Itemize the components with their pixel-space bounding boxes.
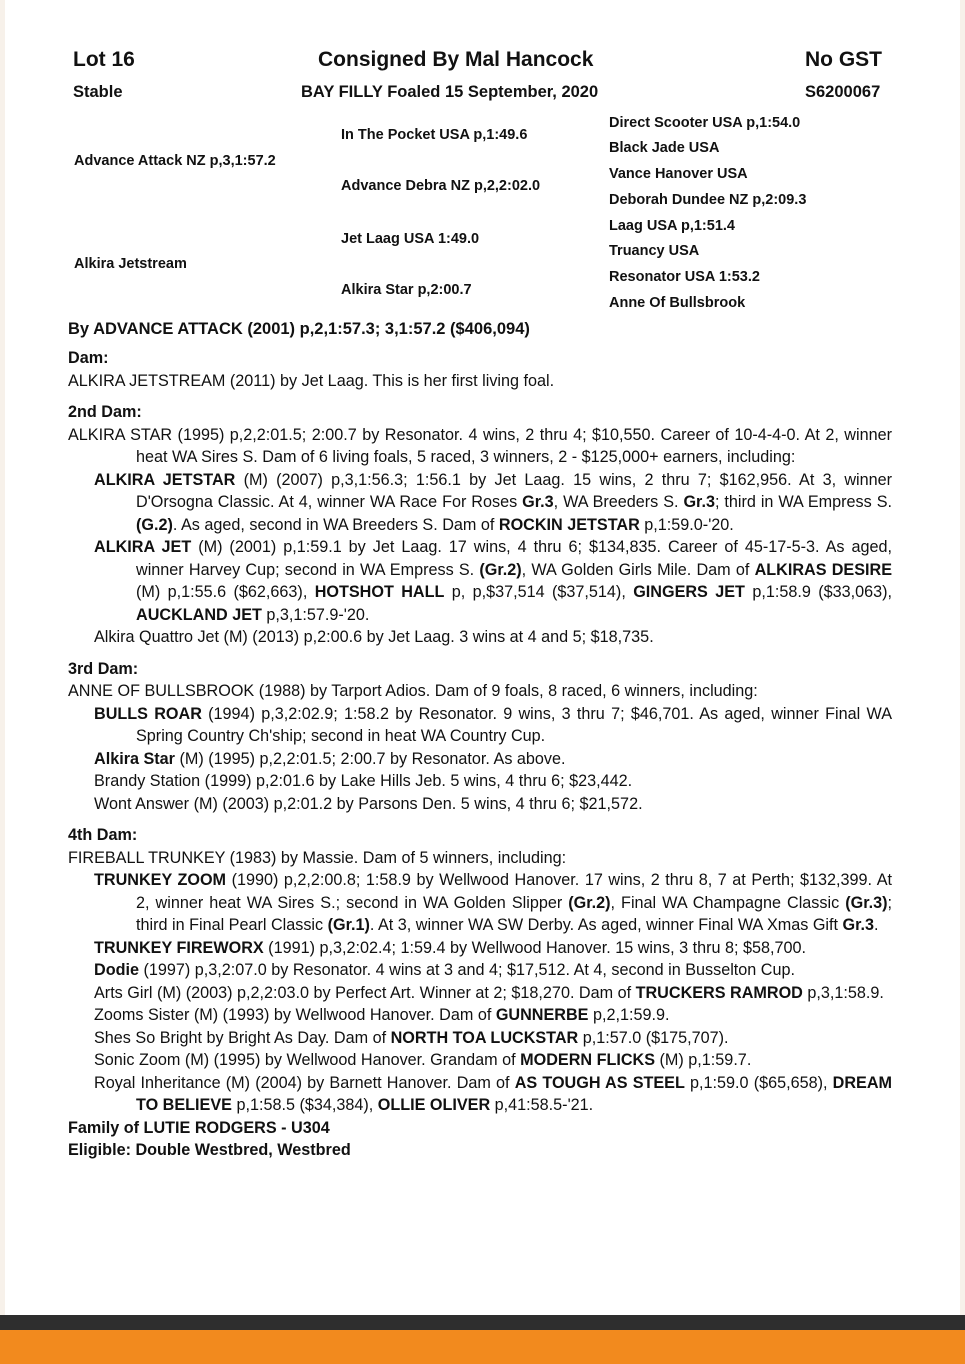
horse-name: Dodie bbox=[94, 961, 139, 979]
pedigree-dam: Alkira Jetstream bbox=[74, 256, 187, 272]
third-dam-progeny-1: BULLS ROAR (1994) p,3,2:02.9; 1:58.2 by Resonator. 9 wins, 3 thru 7; $46,701. As aged, winner Final WA Spring Country Ch'ship; second in heat WA Country Cup. bbox=[94, 704, 892, 745]
sire-line: By ADVANCE ATTACK (2001) p,2,1:57.3; 3,1:57.2 ($406,094) bbox=[68, 320, 530, 338]
lot-description: BAY FILLY Foaled 15 September, 2020 bbox=[301, 83, 599, 101]
eligibility-line: Eligible: Double Westbred, Westbred bbox=[68, 1141, 351, 1159]
horse-name: NORTH TOA LUCKSTAR bbox=[390, 1028, 579, 1047]
horse-name: MODERN FLICKS bbox=[520, 1051, 656, 1069]
pedigree-g3-6: Truancy USA bbox=[609, 243, 700, 259]
grade: (Gr.1) bbox=[327, 916, 370, 934]
fourth-dam-progeny-6: Shes So Bright by Bright As Day. Dam of NORTH TOA LUCKSTAR p,1:57.0 ($175,707). bbox=[94, 1028, 729, 1047]
stable-label: Stable bbox=[73, 83, 123, 101]
horse-name: AUCKLAND JET bbox=[136, 605, 262, 624]
fourth-dam-progeny-1: TRUNKEY ZOOM (1990) p,2,2:00.8; 1:58.9 by Wellwood Hanover. 17 wins, 2 thru 8, 7 at Perth; $132,399. At 2, winner heat WA Sires S.; second in WA Golden Slipper (Gr.2), Final WA Champagne Classic (Gr.3); third in Final Pearl Classic (Gr.1). At 3, winner WA SW Derby. As aged, winner Final WA Xmas Gift Gr.3. bbox=[94, 871, 892, 934]
third-dam-progeny-4: Wont Answer (M) (2003) p,2:01.2 by Parsons Den. 5 wins, 4 thru 6; $21,572. bbox=[94, 794, 643, 813]
horse-name: BULLS ROAR bbox=[94, 704, 202, 723]
third-dam-progeny-3: Brandy Station (1999) p,2:01.6 by Lake Hills Jeb. 5 wins, 4 thru 6; $23,442. bbox=[94, 772, 633, 790]
fourth-dam-progeny-5: Zooms Sister (M) (1993) by Wellwood Hanover. Dam of GUNNERBE p,2,1:59.9. bbox=[94, 1006, 670, 1024]
dam-text: ALKIRA JETSTREAM (2011) by Jet Laag. This is her first living foal. bbox=[68, 371, 555, 390]
dam-heading: Dam: bbox=[68, 349, 109, 367]
fourth-dam-progeny-7: Sonic Zoom (M) (1995) by Wellwood Hanover. Grandam of MODERN FLICKS (M) p,1:59.7. bbox=[94, 1051, 752, 1069]
third-dam-heading: 3rd Dam: bbox=[68, 659, 139, 678]
footer-bar-orange bbox=[0, 1330, 965, 1364]
horse-name: ROCKIN JETSTAR bbox=[498, 515, 640, 534]
pedigree-dam-dam: Alkira Star p,2:00.7 bbox=[341, 282, 472, 298]
fourth-dam-intro: FIREBALL TRUNKEY (1983) by Massie. Dam of 5 winners, including: bbox=[68, 848, 567, 867]
second-dam-progeny-1: ALKIRA JETSTAR (M) (2007) p,3,1:56.3; 1:56.1 by Jet Laag. 15 wins, 2 thru 7; $162,956. At 3, winner D'Orsogna Classic. At 4, winner WA Race For Roses Gr.3, WA Breeders S. Gr.3; third in WA Empress S. (G.2). As aged, second in WA Breeders S. Dam of ROCKIN JETSTAR p,1:59.0-'20. bbox=[94, 470, 893, 534]
footer-bar-dark bbox=[0, 1315, 965, 1330]
second-dam-progeny-2: ALKIRA JET (M) (2001) p,1:59.1 by Jet Laag. 17 wins, 4 thru 6; $134,835. Career of 45-17-5-3. As aged, winner Harvey Cup; second in WA Empress S. (Gr.2), WA Golden Girls Mile. Dam of ALKIRAS DESIRE (M) p,1:55.6 ($62,663), HOTSHOT HALL p, p,$37,514 ($37,514), GINGERS JET p,1:58.9 ($33,063), AUCKLAND JET p,3,1:57.9-'20. bbox=[94, 538, 893, 624]
pedigree-sire-dam: Advance Debra NZ p,2,2:02.0 bbox=[341, 178, 541, 194]
horse-name: Alkira Star bbox=[94, 749, 175, 768]
catalogue-body bbox=[68, 347, 892, 1162]
horse-name: TRUCKERS RAMROD bbox=[635, 983, 803, 1002]
grade: (Gr.3) bbox=[845, 893, 888, 912]
grade: (Gr.2) bbox=[568, 893, 611, 912]
family-line: Family of LUTIE RODGERS - U304 bbox=[68, 1118, 330, 1137]
second-dam-progeny-3: Alkira Quattro Jet (M) (2013) p,2:00.6 by Jet Laag. 3 wins at 4 and 5; $18,735. bbox=[94, 628, 654, 646]
grade: Gr.3 bbox=[842, 916, 875, 934]
horse-name: HOTSHOT HALL bbox=[314, 583, 445, 601]
horse-name: GINGERS JET bbox=[633, 583, 745, 601]
horse-name: AS TOUGH AS STEEL bbox=[514, 1073, 685, 1092]
lot-number: Lot 16 bbox=[73, 48, 135, 71]
gst-status: No GST bbox=[805, 48, 882, 71]
horse-name: DREAM TO BELIEVE bbox=[136, 1073, 892, 1114]
grade: (Gr.2) bbox=[479, 560, 522, 579]
pedigree-g3-3: Vance Hanover USA bbox=[609, 166, 748, 182]
third-dam-intro: ANNE OF BULLSBROOK (1988) by Tarport Adios. Dam of 9 foals, 8 raced, 6 winners, including: bbox=[68, 682, 758, 700]
pedigree-sire: Advance Attack NZ p,3,1:57.2 bbox=[74, 153, 276, 169]
horse-name: OLLIE OLIVER bbox=[377, 1096, 491, 1114]
third-dam-progeny-2: Alkira Star (M) (1995) p,2,2:01.5; 2:00.7 by Resonator. As above. bbox=[94, 749, 566, 768]
second-dam-intro: ALKIRA STAR (1995) p,2,2:01.5; 2:00.7 by Resonator. 4 wins, 2 thru 4; $10,550. Career of 10-4-4-0. At 2, winner heat WA Sires S. Dam of 6 living foals, 5 raced, 3 winners, 2 - $125,000+ earners, including: bbox=[68, 425, 892, 466]
pedigree-sire-sire: In The Pocket USA p,1:49.6 bbox=[341, 127, 528, 143]
grade: Gr.3 bbox=[522, 493, 554, 511]
horse-name: ALKIRA JETSTAR bbox=[94, 470, 236, 489]
pedigree-g3-8: Anne Of Bullsbrook bbox=[609, 295, 746, 311]
consignor: Consigned By Mal Hancock bbox=[318, 48, 594, 71]
right-page-edge bbox=[960, 0, 965, 1315]
pedigree-g3-2: Black Jade USA bbox=[609, 140, 720, 156]
second-dam-heading: 2nd Dam: bbox=[68, 403, 142, 421]
grade: (G.2) bbox=[136, 515, 173, 534]
fourth-dam-progeny-2: TRUNKEY FIREWORX (1991) p,3,2:02.4; 1:59.4 by Wellwood Hanover. 15 wins, 3 thru 8; $58,700. bbox=[94, 938, 807, 957]
fourth-dam-progeny-4: Arts Girl (M) (2003) p,2,2:03.0 by Perfect Art. Winner at 2; $18,270. Dam of TRUCKERS RAMROD p,3,1:58.9. bbox=[94, 983, 884, 1002]
pedigree-g3-5: Laag USA p,1:51.4 bbox=[609, 218, 735, 234]
pedigree-g3-7: Resonator USA 1:53.2 bbox=[609, 269, 760, 285]
pedigree-g3-4: Deborah Dundee NZ p,2:09.3 bbox=[609, 192, 807, 208]
horse-name: ALKIRAS DESIRE bbox=[754, 560, 892, 579]
grade: Gr.3 bbox=[683, 493, 715, 511]
fourth-dam-progeny-3: Dodie (1997) p,3,2:07.0 by Resonator. 4 wins at 3 and 4; $17,512. At 4, second in Busselton Cup. bbox=[94, 961, 795, 979]
horse-name: TRUNKEY FIREWORX bbox=[94, 938, 264, 957]
fourth-dam-heading: 4th Dam: bbox=[68, 826, 138, 844]
pedigree-g3-1: Direct Scooter USA p,1:54.0 bbox=[609, 115, 801, 131]
horse-name: TRUNKEY ZOOM bbox=[94, 871, 227, 889]
fourth-dam-progeny-8: Royal Inheritance (M) (2004) by Barnett Hanover. Dam of AS TOUGH AS STEEL p,1:59.0 ($65,658), DREAM TO BELIEVE p,1:58.5 ($34,384), OLLIE OLIVER p,41:58.5-'21. bbox=[94, 1073, 892, 1114]
horse-name: GUNNERBE bbox=[495, 1006, 589, 1024]
left-page-edge bbox=[0, 0, 5, 1315]
lot-code: S6200067 bbox=[805, 83, 881, 101]
pedigree-dam-sire: Jet Laag USA 1:49.0 bbox=[341, 231, 480, 247]
horse-name: ALKIRA JET bbox=[94, 538, 192, 556]
